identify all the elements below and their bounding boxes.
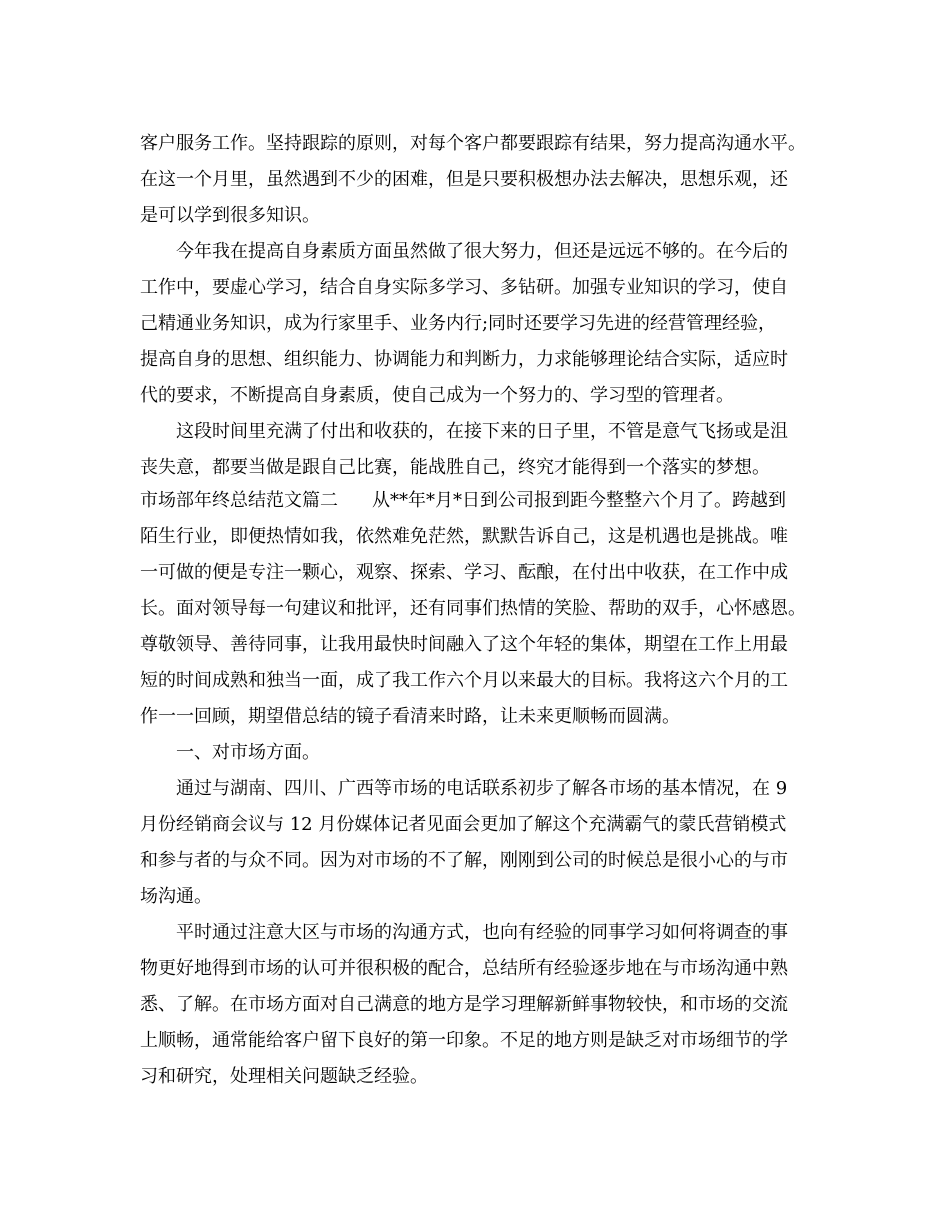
text-line: 工作中，要虚心学习，结合自身实际多学习、多钻研。加强专业知识的学习，使自	[140, 277, 788, 298]
text-line: 陌生行业，即便热情如我，依然难免茫然，默默告诉自己，这是机遇也是挑战。唯	[140, 526, 788, 547]
section-heading-line	[140, 486, 830, 516]
paragraph-first-line: 这段时间里充满了付出和收获的，在接下来的日子里，不管是意气飞扬或是沮	[176, 421, 788, 442]
paragraph-first-line: 通过与湖南、四川、广西等市场的电话联系初步了解各市场的基本情况，在 9	[176, 778, 788, 799]
text-line: 悉、了解。在市场方面对自己满意的地方是学习理解新鲜事物较快，和市场的交流	[140, 994, 788, 1015]
text-line: 物更好地得到市场的认可并很积极的配合，总结所有经验逐步地在与市场沟通中熟	[140, 958, 788, 979]
text-line: 丧失意，都要当做是跟自己比赛，能战胜自己，终究才能得到一个落实的梦想。	[140, 457, 770, 478]
text-line: 月份经销商会议与 12 月份媒体记者见面会更加了解这个充满霸气的蒙氏营销模式	[140, 814, 787, 835]
text-line: 和参与者的与众不同。因为对市场的不了解，刚刚到公司的时候总是很小心的与市	[140, 850, 788, 871]
text-line: 提高自身的思想、组织能力、协调能力和判断力，力求能够理论结合实际，适应时	[140, 349, 788, 370]
text-line: 是可以学到很多知识。	[140, 205, 320, 226]
text-line: 上顺畅，通常能给客户留下良好的第一印象。不足的地方则是缺乏对市场细节的学	[140, 1030, 788, 1051]
text-line: 习和研究，处理相关问题缺乏经验。	[140, 1066, 428, 1087]
text-line: 场沟通。	[140, 886, 212, 907]
text-line: 己精通业务知识，成为行家里手、业务内行;同时还要学习先进的经营管理经验，	[140, 313, 777, 334]
text-line: 代的要求，不断提高自身素质，使自己成为一个努力的、学习型的管理者。	[140, 385, 734, 406]
text-line: 作一一回顾，期望借总结的镜子看清来时路，让未来更顺畅而圆满。	[140, 706, 680, 727]
text-line: 客户服务工作。坚持跟踪的原则，对每个客户都要跟踪有结果，努力提高沟通水平。	[140, 133, 806, 154]
text-line: 一可做的便是专注一颗心，观察、探索、学习、酝酿，在付出中收获，在工作中成	[140, 562, 788, 583]
paragraph-first-line: 今年我在提高自身素质方面虽然做了很大努力，但还是远远不够的。在今后的	[176, 241, 788, 262]
text-line: 在这一个月里，虽然遇到不少的困难，但是只要积极想办法去解决，思想乐观，还	[140, 169, 788, 190]
text-line: 长。面对领导每一句建议和批评，还有同事们热情的笑脸、帮助的双手，心怀感恩。	[140, 598, 806, 619]
text-line: 短的时间成熟和独当一面，成了我工作六个月以来最大的目标。我将这六个月的工	[140, 670, 788, 691]
text-line: 尊敬领导、善待同事，让我用最快时间融入了这个年轻的集体，期望在工作上用最	[140, 634, 788, 655]
paragraph-first-line: 平时通过注意大区与市场的沟通方式，也向有经验的同事学习如何将调查的事	[176, 922, 788, 943]
section-intro: 从**年*月*日到公司报到距今整整六个月了。跨越到	[372, 490, 786, 511]
subheading: 一、对市场方面。	[176, 742, 320, 763]
section-title: 市场部年终总结范文篇二	[140, 490, 338, 511]
